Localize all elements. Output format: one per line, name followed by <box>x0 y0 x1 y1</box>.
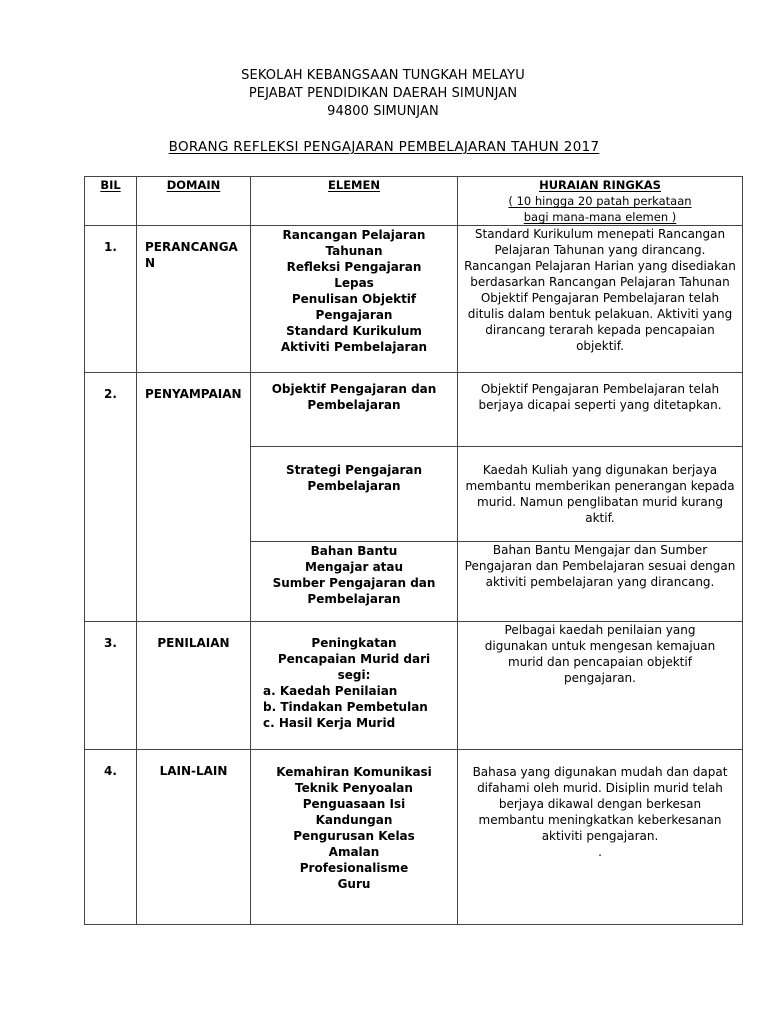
elemen-item: Penguasaan Isi Kandungan <box>302 797 406 827</box>
elemen-cell: Strategi Pengajaran Pembelajaran <box>251 447 458 542</box>
elemen-item: Rancangan Pelajaran Tahunan <box>282 228 426 258</box>
elemen-cell <box>251 750 458 925</box>
elemen-item: Pengurusan Kelas <box>293 829 415 843</box>
row-number: 1. <box>85 226 137 373</box>
col-elemen: ELEMEN <box>251 177 458 226</box>
col-huraian-note-2: bagi mana-mana elemen ) <box>523 210 677 224</box>
domain-cell: PENYAMPAIAN <box>137 373 251 622</box>
domain-cell: LAIN-LAIN <box>137 750 251 925</box>
table-row <box>85 750 743 925</box>
list-item: b. Tindakan Pembetulan <box>263 700 428 714</box>
col-huraian-title: HURAIAN RINGKAS <box>539 178 661 192</box>
elemen-intro: Peningkatan Pencapaian Murid dari segi: <box>277 636 431 682</box>
col-bil: BIL <box>85 177 137 226</box>
form-title: BORANG REFLEKSI PENGAJARAN PEMBELAJARAN TAHUN 2017 <box>168 139 600 155</box>
col-huraian-note-1: ( 10 hingga 20 patah perkataan <box>508 194 692 208</box>
col-huraian <box>458 177 743 226</box>
domain-cell: PERANCANGAN <box>137 226 251 373</box>
huraian-cell: Bahan Bantu Mengajar dan Sumber Pengajaran dan Pembelajaran sesuai dengan aktiviti pembelajaran yang dirancang. <box>458 542 743 622</box>
elemen-cell <box>251 226 458 373</box>
elemen-item: Teknik Penyoalan <box>295 781 413 795</box>
school-name: SEKOLAH KEBANGSAAN TUNGKAH MELAYU <box>241 68 525 83</box>
huraian-text: Bahasa yang digunakan mudah dan dapat difahami oleh murid. Disiplin murid telah berjaya dikawal dengan berkesan membantu meningkatkan keberkesanan aktiviti pengajaran. <box>472 765 728 843</box>
table-row <box>85 622 743 750</box>
postcode-line: 94800 SIMUNJAN <box>327 104 439 119</box>
elemen-item: Sumber Pengajaran dan Pembelajaran <box>272 576 436 606</box>
reflection-table <box>84 176 743 925</box>
elemen-cell <box>251 622 458 750</box>
col-domain: DOMAIN <box>137 177 251 226</box>
row-number: 4. <box>85 750 137 925</box>
district-office: PEJABAT PENDIDIKAN DAERAH SIMUNJAN <box>248 86 518 101</box>
list-item: a. Kaedah Penilaian <box>263 684 398 698</box>
huraian-cell: Pelbagai kaedah penilaian yang digunakan untuk mengesan kemajuan murid dan pencapaian objektif pengajaran. <box>458 622 743 750</box>
elemen-item: Kemahiran Komunikasi <box>276 765 432 779</box>
elemen-item: Penulisan Objektif Pengajaran <box>291 292 417 322</box>
huraian-cell: Objektif Pengajaran Pembelajaran telah berjaya dicapai seperti yang ditetapkan. <box>458 373 743 447</box>
table-row <box>85 373 743 447</box>
elemen-cell <box>251 542 458 622</box>
huraian-cell: Kaedah Kuliah yang digunakan berjaya membantu memberikan penerangan kepada murid. Namun penglibatan murid kurang aktif. <box>458 447 743 542</box>
list-item: c. Hasil Kerja Murid <box>263 716 396 730</box>
elemen-item: Refleksi Pengajaran Lepas <box>286 260 422 290</box>
huraian-cell <box>458 750 743 925</box>
table-header-row <box>85 177 743 226</box>
elemen-item: Bahan Bantu Mengajar atau <box>304 544 404 574</box>
elemen-list <box>255 683 453 731</box>
row-number: 2. <box>85 373 137 622</box>
elemen-item: Aktiviti Pembelajaran <box>280 340 428 354</box>
domain-cell: PENILAIAN <box>137 622 251 750</box>
row-number: 3. <box>85 622 137 750</box>
elemen-item: Amalan Profesionalisme Guru <box>299 845 409 891</box>
elemen-item: Standard Kurikulum <box>286 324 422 338</box>
elemen-cell: Objektif Pengajaran dan Pembelajaran <box>251 373 458 447</box>
table-row <box>85 226 743 373</box>
huraian-end: . <box>598 845 602 859</box>
huraian-cell: Standard Kurikulum menepati Rancangan Pelajaran Tahunan yang dirancang. Rancangan Pelajaran Harian yang disediakan berdasarkan Rancangan Pelajaran Tahunan Objektif Pengajaran Pembelajaran telah ditulis dalam bentuk pelakuan. Aktiviti yang dirancang terarah kepada pencapaian objektif. <box>458 226 743 373</box>
